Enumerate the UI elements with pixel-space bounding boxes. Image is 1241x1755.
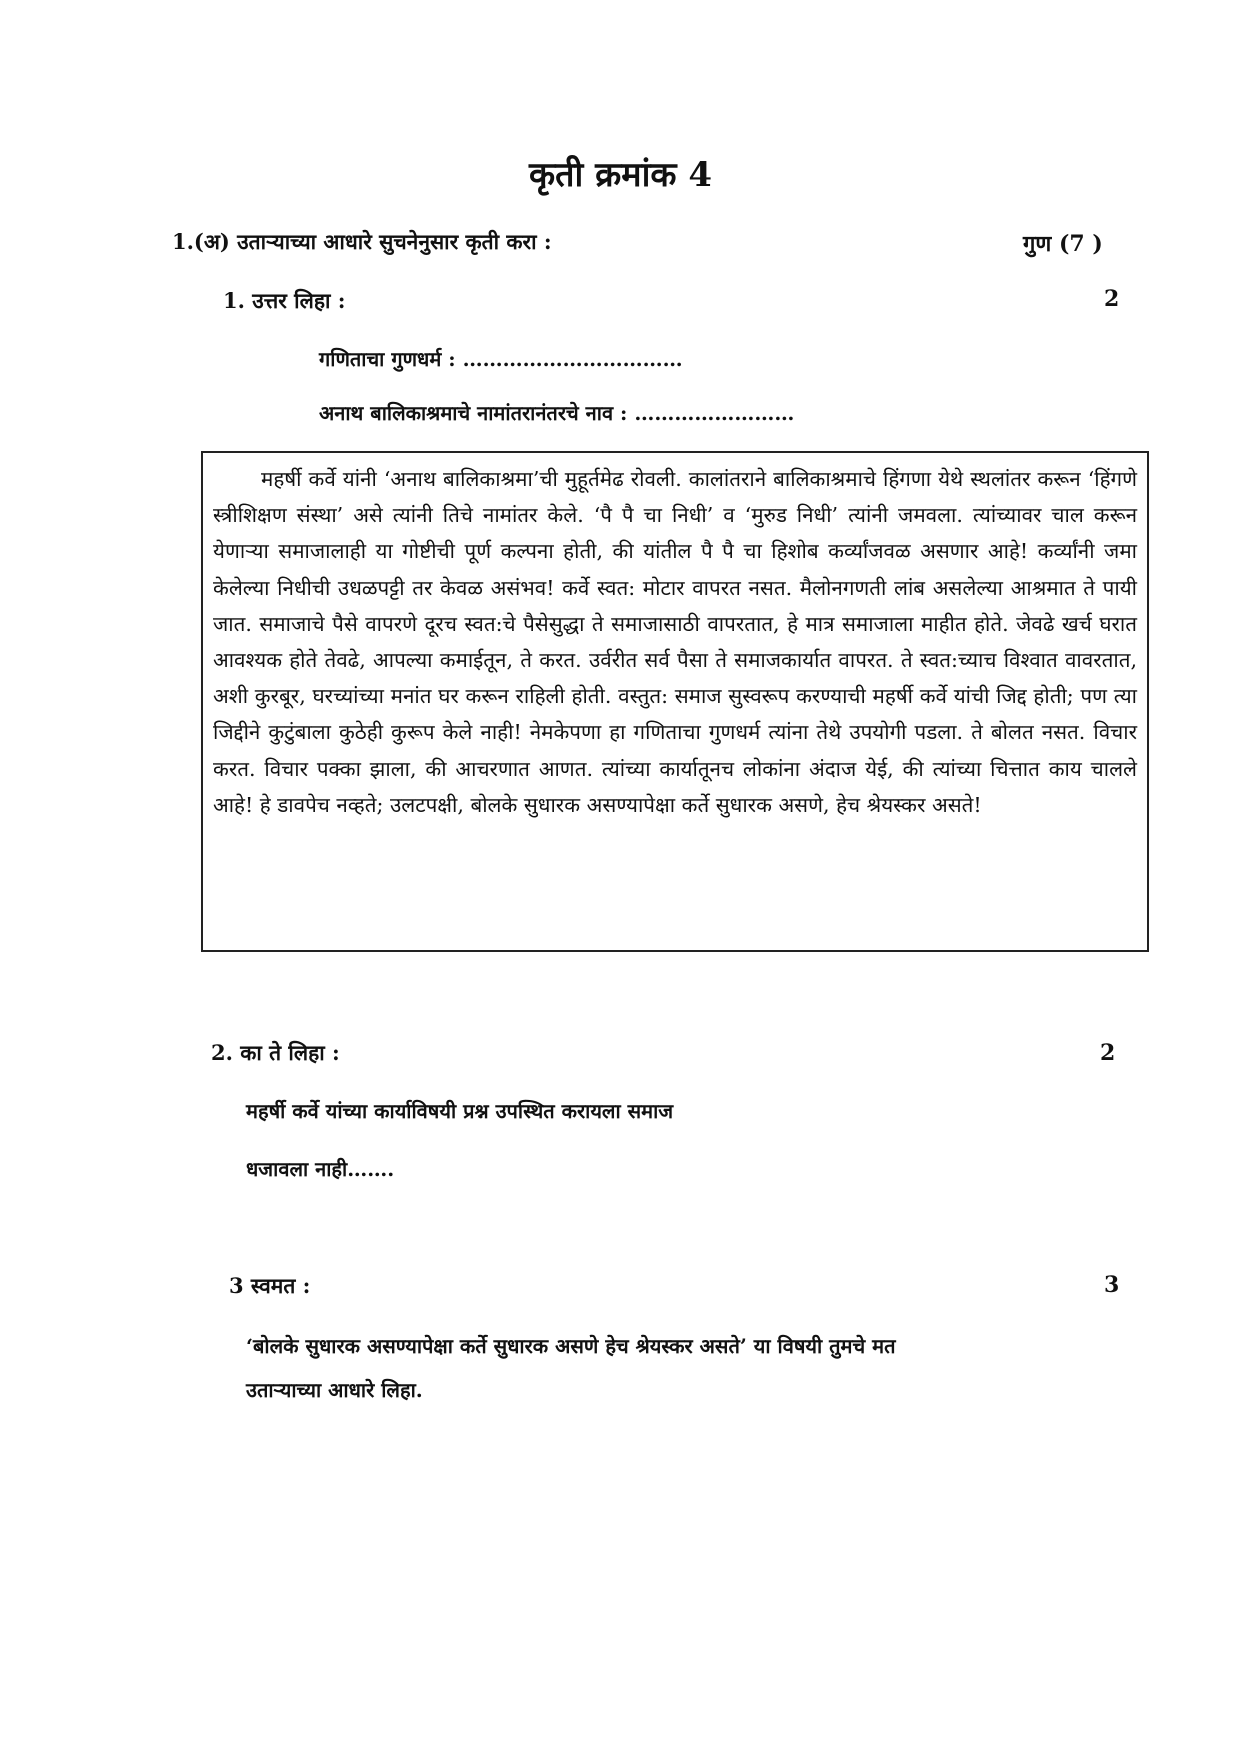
sub-question-1-label: 1. उत्तर लिहा : bbox=[223, 288, 346, 313]
math-property-prompt: गणिताचा गुणधर्म : …………………………… bbox=[319, 347, 683, 371]
sub-question-2-marks: 2 bbox=[1100, 1040, 1116, 1066]
opinion-question-line-2: उताऱ्याच्या आधारे लिहा. bbox=[246, 1378, 423, 1402]
question-1-heading: 1.(अ) उताऱ्याच्या आधारे सुचनेनुसार कृती करा : bbox=[172, 229, 552, 254]
sub-question-2-label: 2. का ते लिहा : bbox=[211, 1040, 340, 1065]
why-question-line-2: धजावला नाही……. bbox=[246, 1157, 395, 1181]
passage-box: महर्षी कर्वे यांनी ‘अनाथ बालिकाश्रमा’ची मुहूर्तमेढ रोवली. कालांतराने बालिकाश्रमाचे हिंगणा येथे स्थलांतर करून ‘हिंगणे स्त्रीशिक्षण संस्था’ असे त्यांनी तिचे नामांतर केले. ‘पै पै चा निधी’ व ‘मुरुड निधी’ त्यांनी जमवला. त्यांच्यावर चाल करून येणाऱ्या समाजालाही या गोष्टीची पूर्ण कल्पना होती, की यांतील पै पै चा हिशोब कर्व्यांजवळ असणार आहे! कर्व्यांनी जमा केलेल्या निधीची उधळपट्टी तर केवळ असंभव! कर्वे स्वत: मोटार वापरत नसत. मैलोनगणती लांब असलेल्या आश्रमात ते पायी जात. समाजाचे पैसे वापरणे दूरच स्वत:चे पैसेसुद्धा ते समाजासाठी वापरतात, हे मात्र समाजाला माहीत होते. जेवढे खर्च घरात आवश्यक होते तेवढे, आपल्या कमाईतून, ते करत. उर्वरीत सर्व पैसा ते समाजकार्यात वापरत. ते स्वत:च्याच विश्वात वावरतात, अशी कुरबूर, घरच्यांच्या मनांत घर करून राहिली होती. वस्तुत: समाज सुस्वरूप करण्याची महर्षी कर्वे यांची जिद्द होती; पण त्या जिद्दीने कुटुंबाला कुठेही कुरूप केले नाही! नेमकेपणा हा गणिताचा गुणधर्म त्यांना तेथे उपयोगी पडला. ते बोलत नसत. विचार करत. विचार पक्का झाला, की आचरणात आणत. त्यांच्या कार्यातूनच लोकांना अंदाज येई, की त्यांच्या चित्तात काय चालले आहे! हे डावपेच नव्हते; उलटपक्षी, बोलके सुधारक असण्यापेक्षा कर्ते सुधारक असणे, हेच श्रेयस्कर असते! bbox=[201, 451, 1149, 952]
opinion-question-line-1: ‘बोलके सुधारक असण्यापेक्षा कर्ते सुधारक असणे हेच श्रेयस्कर असते’ या विषयी तुमचे मत bbox=[246, 1334, 896, 1358]
sub-question-3-label: 3 स्वमत : bbox=[229, 1273, 311, 1298]
question-1-marks: गुण (7 ) bbox=[1023, 231, 1103, 257]
why-question-line-1: महर्षी कर्वे यांच्या कार्याविषयी प्रश्न उपस्थित करायला समाज bbox=[246, 1099, 674, 1123]
page-title: कृती क्रमांक 4 bbox=[529, 155, 712, 195]
sub-question-1-marks: 2 bbox=[1104, 286, 1120, 312]
renamed-institution-prompt: अनाथ बालिकाश्रमाचे नामांतरानंतरचे नाव : …………………… bbox=[319, 401, 795, 425]
sub-question-3-marks: 3 bbox=[1104, 1272, 1120, 1298]
